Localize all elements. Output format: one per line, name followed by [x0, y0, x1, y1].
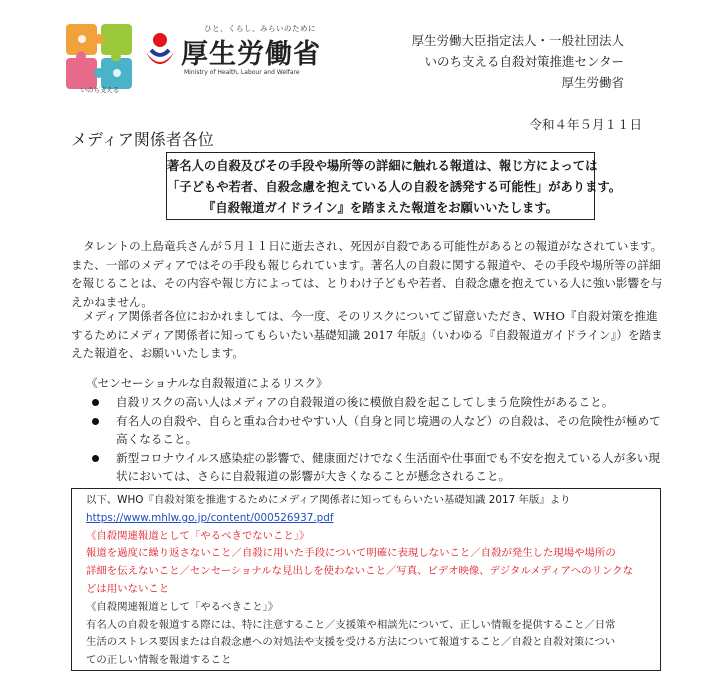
bullet-icon: [92, 455, 99, 462]
list-item: 新型コロナウイルス感染症の影響で、健康面だけでなく生活面や仕事面でも不安を抱えている人が多い現状においては、さらに自殺報道の影響が大きくなることが懸念されること。: [92, 449, 662, 486]
appeal-box: [166, 152, 622, 220]
bullet-icon: [92, 399, 99, 406]
dont-heading: 《自殺関連報道として「やるべきでないこと」》: [86, 529, 310, 542]
do-line: ての正しい情報を報道すること: [86, 654, 232, 667]
body-paragraph: メディア関係者各位におかれましては、今一度、そのリスクについてご留意いただき、WHO『自殺対策を推進するためにメディア関係者に知ってもらいたい基礎知識 2017 年版』（いわゆる『自殺報道ガイドライン』）を踏まえた報道を、お願いいたします。: [71, 309, 663, 360]
do-heading: 《自殺関連報道として「やるべきこと」》: [86, 600, 279, 613]
org-line: いのち支える自殺対策推進センター: [424, 54, 624, 69]
list-item: 自殺リスクの高い人はメディアの自殺報道の後に模倣自殺を起こしてしまう危険性があること。: [92, 393, 662, 412]
reference-intro: 以下、WHO『自殺対策を推進するためにメディア関係者に知ってもらいたい基礎知識 2017 年版』より: [86, 494, 571, 506]
body-paragraph: タレントの上島竜兵さんが５月１１日に逝去され、死因が自殺である可能性があるとの報道がなされています。また、一部のメディアではその手段も報じられています。著名人の自殺に関する報道や、その手段や場所等の詳細を報じることは、その内容や報じ方によっては、とりわけ子どもや若者、自殺念慮を抱えている人に強い影響を与えかねません。: [71, 239, 663, 309]
appeal-line: 『自殺報道ガイドライン』を踏まえた報道をお願いいたします。: [203, 201, 558, 215]
ministry-name-en: Ministry of Health, Labour and Welfare: [184, 69, 300, 76]
document-page: [8, 4, 706, 672]
dont-line: 詳細を伝えないこと／センセーショナルな見出しを使わないこと／写真、ビデオ映像、デジタルメディアへのリンクな: [86, 565, 633, 578]
org-line: 厚生労働大臣指定法人・一般社団法人: [411, 33, 624, 48]
appeal-line: 著名人の自殺及びその手段や場所等の詳細に触れる報道は、報じ方によっては: [167, 159, 598, 173]
addressee: メディア関係者各位: [71, 130, 214, 149]
ministry-tagline: ひと、くらし、みらいのために: [204, 24, 316, 33]
risk-list: [92, 393, 662, 486]
appeal-line: 「子どもや若者、自殺念慮を抱えている人の自殺を誘発する可能性」があります。: [167, 180, 622, 194]
logo-caption: いのち支える: [80, 86, 120, 94]
inochi-sasaeru-logo: [64, 22, 134, 94]
issue-date: 令和４年５月１１日: [529, 117, 642, 132]
do-line: 有名人の自殺を報道する際には、特に注意すること／支援策や相談先について、正しい情報を提供すること／日常: [86, 618, 616, 631]
do-line: 生活のストレス要因または自殺念慮への対処法や支援を受ける方法について報道すること／自殺と自殺対策につい: [86, 636, 616, 649]
guideline-pdf-link[interactable]: https://www.mhlw.go.jp/content/000526937.pdf: [86, 511, 334, 524]
dont-line: どは用いないこと: [86, 582, 170, 595]
risk-title: 《センセーショナルな自殺報道によるリスク》: [86, 376, 328, 390]
mhlw-emblem-icon: [142, 30, 178, 70]
issuing-organizations: [411, 30, 624, 93]
ministry-name: 厚生労働省: [181, 39, 321, 70]
org-line: 厚生労働省: [561, 75, 624, 90]
bullet-icon: [92, 418, 99, 425]
dont-line: 報道を過度に繰り返さないこと／自殺に用いた手段について明確に表現しないこと／自殺が発生した現場や場所の: [86, 547, 616, 560]
list-item: 有名人の自殺や、自らと重ね合わせやすい人（自身と同じ境遇の人など）の自殺は、その危険性が極めて高くなること。: [92, 412, 662, 449]
guideline-reference-box: [71, 488, 661, 671]
